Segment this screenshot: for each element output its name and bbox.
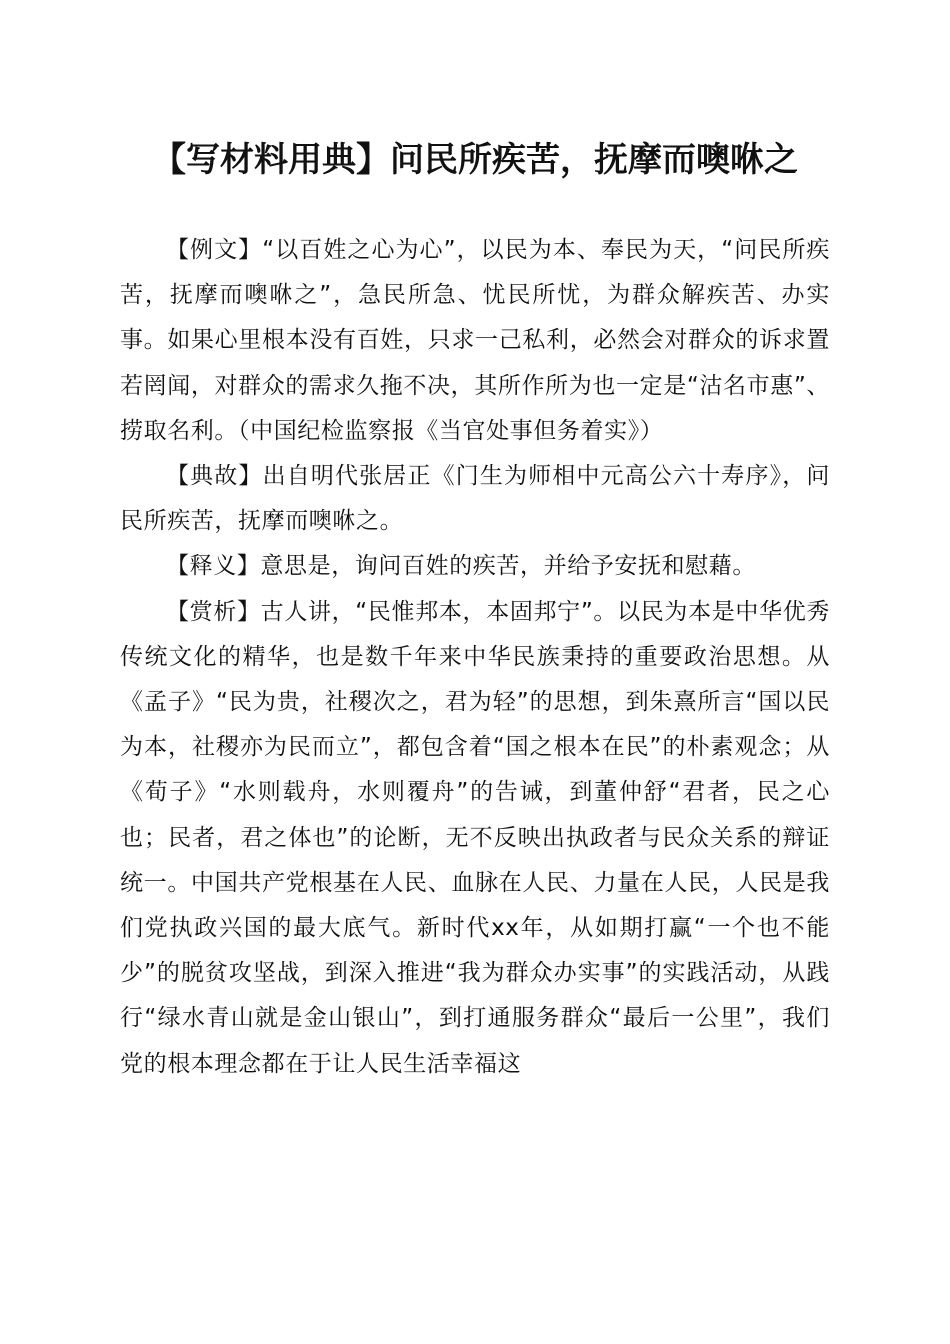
paragraph-appreciation: 【赏析】古人讲，“民惟邦本，本固邦宁”。以民为本是中华优秀传统文化的精华，也是数千年来中华民族秉持的重要政治思想。从《孟子》“民为贵，社稷次之，君为轻”的思想，到朱熹所言“国以民为本，社稷亦为民而立”，都包含着“国之根本在民”的朴素观念；从《荀子》“水则载舟，水则覆舟”的告诫，到董仲舒“君者，民之心也；民者，君之体也”的论断，无不反映出执政者与民众关系的辩证统一。中国共产党根基在人民、血脉在人民、力量在人民，人民是我们党执政兴国的最大底气。新时代xx年，从如期打赢“一个也不能少”的脱贫攻坚战，到深入推进“我为群众办实事”的实践活动，从践行“绿水青山就是金山银山”，到打通服务群众“最后一公里”，我们党的根本理念都在于让人民生活幸福这 xyxy=(120,598,830,1077)
paragraph-meaning: 【释义】意思是，询问百姓的疾苦，并给予安抚和慰藉。 xyxy=(166,553,756,580)
paragraph-allusion: 【典故】出自明代张居正《门生为师相中元高公六十寿序》，问民所疾苦，抚摩而噢咻之。 xyxy=(120,463,830,535)
paragraph-example: 【例文】“以百姓之心为心”，以民为本、奉民为天，“问民所疾苦，抚摩而噢咻之”，急民所急、忧民所忧，为群众解疾苦、办实事。如果心里根本没有百姓，只求一己私利，必然会对群众的诉求置若罔闻，对群众的需求久拖不决，其所作所为也一定是“沽名市惠”、捞取名利。（中国纪检监察报《当官处事但务着实》） xyxy=(120,237,830,444)
document-body xyxy=(120,228,830,1087)
document-title: 【写材料用典】问民所疾苦，抚摩而噢咻之 xyxy=(152,140,798,180)
